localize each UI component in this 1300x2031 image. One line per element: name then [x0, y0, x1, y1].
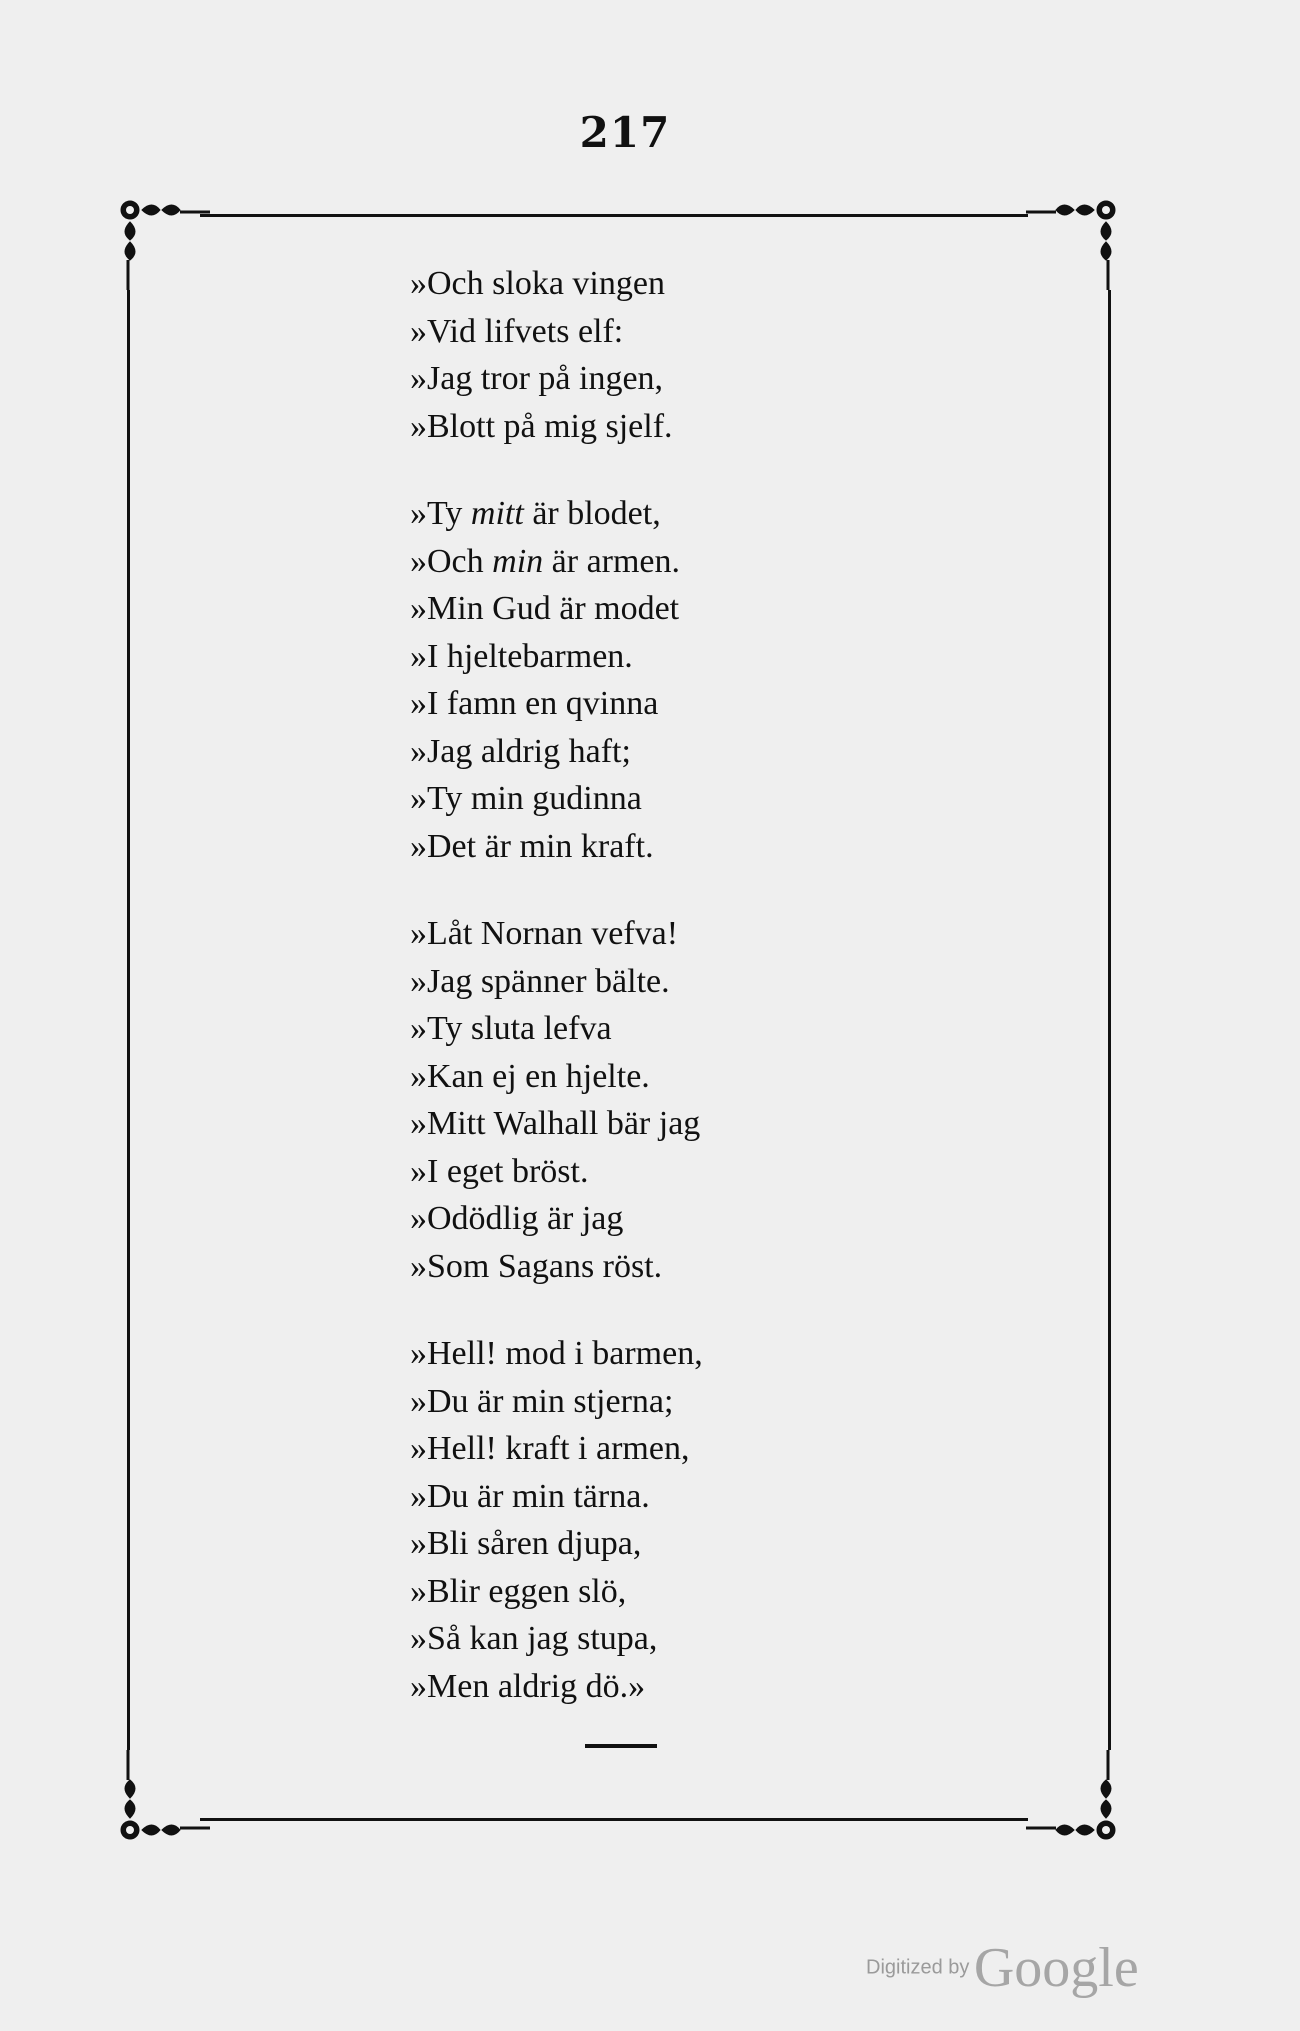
stanza [410, 260, 910, 450]
frame-border-bottom [200, 1818, 1028, 1821]
end-rule [585, 1744, 657, 1748]
poem-line [410, 403, 910, 451]
poem-line [410, 1195, 910, 1243]
poem-line [410, 308, 910, 356]
line-text: »Odödlig är jag [410, 1200, 624, 1237]
line-text: är armen. [543, 542, 681, 580]
line-text: »Jag tror på ingen, [410, 360, 664, 397]
line-text: »I eget bröst. [410, 1152, 589, 1190]
frame-border-right [1108, 290, 1111, 1750]
frame-border-top [200, 214, 1028, 217]
poem-line [410, 1663, 910, 1711]
line-text: är blodet, [523, 495, 661, 532]
poem-line [410, 728, 910, 776]
line-text: »Du är min tärna. [410, 1477, 650, 1515]
credit-prefix: Digitized by [866, 1956, 970, 1979]
poem-line [410, 680, 910, 728]
line-text: »Vid lifvets elf: [410, 312, 624, 350]
line-text: »Ty min gudinna [410, 780, 642, 817]
poem-line [410, 958, 910, 1006]
line-emphasis: mitt [470, 495, 524, 532]
stanza [410, 910, 910, 1290]
line-text: »Det är min kraft. [410, 827, 654, 865]
line-text: »Men aldrig dö.» [410, 1667, 646, 1705]
line-text: »Låt Nornan vefva! [410, 915, 679, 952]
line-text: »I hjeltebarmen. [410, 637, 633, 675]
poem-line [410, 910, 910, 958]
stanza [410, 1330, 910, 1710]
line-text: »I famn en qvinna [410, 685, 659, 722]
line-text: »Jag spänner bälte. [410, 962, 670, 1000]
poem-line [410, 633, 910, 681]
poem-line [410, 355, 910, 403]
line-text: »Ty sluta lefva [410, 1010, 612, 1047]
stanza-gap [410, 1290, 910, 1330]
poem-line [410, 1330, 910, 1378]
corner-ornament-bottom-right-icon [1006, 1730, 1126, 1850]
poem-line [410, 1005, 910, 1053]
line-text: »Hell! mod i barmen, [410, 1335, 703, 1372]
line-text: »Blott på mig sjelf. [410, 407, 673, 445]
stanza-gap [410, 450, 910, 490]
stanza [410, 490, 910, 870]
stanza-gap [410, 870, 910, 910]
line-text: »Du är min stjerna; [410, 1382, 674, 1420]
poem-line [410, 1615, 910, 1663]
poem-line [410, 585, 910, 633]
poem-line [410, 1148, 910, 1196]
line-text: »Min Gud är modet [410, 590, 680, 627]
poem-line [410, 1100, 910, 1148]
frame-border-left [127, 290, 130, 1750]
line-text: »Blir eggen slö, [410, 1572, 627, 1610]
corner-ornament-bottom-left-icon [110, 1730, 230, 1850]
poem-line [410, 775, 910, 823]
corner-ornament-top-left-icon [110, 190, 230, 310]
corner-ornament-top-right-icon [1006, 190, 1126, 310]
credit-brand-logo: Google [973, 1937, 1139, 1999]
poem-line [410, 1568, 910, 1616]
line-text: »Jag aldrig haft; [410, 732, 631, 770]
poem-line [410, 260, 910, 308]
poem-line [410, 490, 910, 538]
poem-line [410, 538, 910, 586]
poem-line [410, 1378, 910, 1426]
poem-line [410, 1473, 910, 1521]
poem-line [410, 1053, 910, 1101]
line-text: »Och [410, 542, 493, 580]
line-text: »Och sloka vingen [410, 265, 665, 302]
line-text: »Hell! kraft i armen, [410, 1430, 690, 1467]
line-text: »Ty [410, 495, 471, 532]
digitization-credit [866, 1936, 1139, 2000]
poem-line [410, 1520, 910, 1568]
poem-line [410, 1243, 910, 1291]
line-text: »Kan ej en hjelte. [410, 1057, 650, 1095]
poem-line [410, 1425, 910, 1473]
line-text: »Mitt Walhall bär jag [410, 1105, 701, 1142]
line-text: »Bli såren djupa, [410, 1525, 642, 1562]
line-text: »Som Sagans röst. [410, 1247, 663, 1285]
line-emphasis: min [492, 542, 544, 580]
line-text: »Så kan jag stupa, [410, 1620, 658, 1657]
poem-line [410, 823, 910, 871]
poem [410, 260, 910, 1710]
page-number: 217 [579, 108, 671, 157]
